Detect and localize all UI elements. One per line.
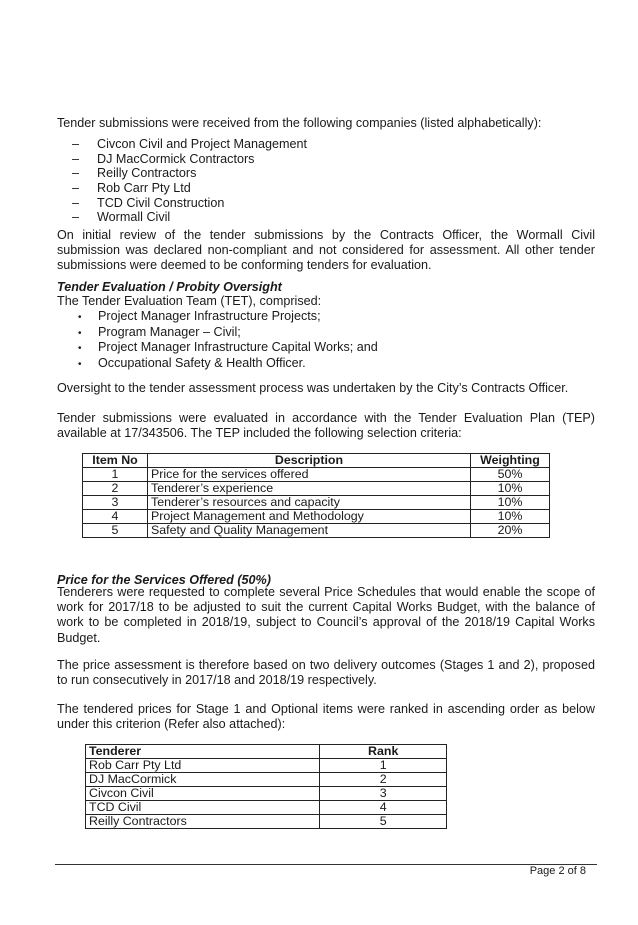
table-header-row: [83, 454, 550, 468]
price-assessment-paragraph: The price assessment is therefore based on two delivery outcomes (Stages 1 and 2), proposed to run consecutively in 2017/18 and 2018/19 respectively.: [57, 658, 595, 688]
table-row: 4 Project Management and Methodology 10%: [83, 510, 550, 524]
list-item: • Project Manager Infrastructure Capital Works; and: [78, 340, 378, 356]
tender-evaluation-heading: Tender Evaluation / Probity Oversight: [57, 280, 282, 294]
tendered-prices-paragraph: The tendered prices for Stage 1 and Optional items were ranked in ascending order as below under this criterion (Refer also attached):: [57, 702, 595, 732]
bullet-marker: •: [78, 327, 82, 339]
column-header: Rank: [320, 745, 447, 759]
review-paragraph: On initial review of the tender submissions by the Contracts Officer, the Wormall Civil submission was declared non-compliant and not considered for assessment. All other tender submissions were deemed to be conforming tenders for evaluation.: [57, 228, 595, 273]
column-header: Weighting: [471, 454, 550, 468]
list-item: – Civcon Civil and Project Management: [72, 137, 307, 151]
oversight-paragraph: Oversight to the tender assessment process was undertaken by the City’s Contracts Officer.: [57, 381, 569, 395]
table-row: Rob Carr Pty Ltd 1: [86, 759, 447, 773]
evaluation-paragraph: Tender submissions were evaluated in accordance with the Tender Evaluation Plan (TEP) available at 17/343506. The TEP included the following selection criteria:: [57, 411, 595, 441]
page-number: Page 2 of 8: [529, 865, 586, 877]
column-header: Tenderer: [86, 745, 320, 759]
tet-intro: The Tender Evaluation Team (TET), comprised:: [57, 294, 322, 308]
table-row: Civcon Civil 3: [86, 787, 447, 801]
table-row: Reilly Contractors 5: [86, 815, 447, 829]
list-item: – Reilly Contractors: [72, 166, 197, 181]
bullet-marker: •: [78, 358, 82, 370]
dash-marker: –: [72, 166, 80, 181]
list-item: – Wormall Civil: [72, 210, 171, 225]
dash-marker: –: [72, 151, 80, 166]
table-row: 5 Safety and Quality Management 20%: [83, 524, 550, 538]
table-row: 1 Price for the services offered 50%: [83, 468, 550, 482]
footer-divider: [55, 864, 597, 865]
column-header: Description: [148, 454, 471, 468]
table-row: 2 Tenderer’s experience 10%: [83, 482, 550, 496]
dash-marker: –: [72, 137, 80, 151]
table-row: DJ MacCormick 2: [86, 773, 447, 787]
list-item: – DJ MacCormick Contractors: [72, 151, 255, 166]
tenderer-rank-table: [85, 744, 447, 829]
list-item: • Occupational Safety & Health Officer.: [78, 356, 378, 372]
list-item: • Program Manager – Civil;: [78, 325, 378, 341]
list-item: – TCD Civil Construction: [72, 195, 225, 210]
list-item: • Project Manager Infrastructure Projects;: [78, 309, 378, 325]
column-header: Item No: [83, 454, 148, 468]
list-item: – Rob Carr Pty Ltd: [72, 181, 191, 196]
selection-criteria-table: [82, 453, 550, 538]
table-row: 3 Tenderer’s resources and capacity 10%: [83, 496, 550, 510]
price-schedules-paragraph: Tenderers were requested to complete several Price Schedules that would enable the scope of work for 2017/18 to be adjusted to suit the current Capital Works Budget, with the balance of work to be completed in 2018/19, subject to Council’s approval of the 2018/19 Capital Works Budget.: [57, 585, 595, 645]
bullet-marker: •: [78, 312, 82, 323]
company-list: [72, 137, 307, 225]
dash-marker: –: [72, 210, 80, 225]
dash-marker: –: [72, 181, 80, 196]
tet-member-list: [78, 309, 378, 371]
bullet-marker: •: [78, 343, 82, 354]
table-row: TCD Civil 4: [86, 801, 447, 815]
price-section-heading: Price for the Services Offered (50%): [57, 573, 271, 587]
table-header-row: [86, 745, 447, 759]
dash-marker: –: [72, 195, 80, 210]
intro-paragraph: Tender submissions were received from the following companies (listed alphabetically):: [57, 116, 542, 130]
